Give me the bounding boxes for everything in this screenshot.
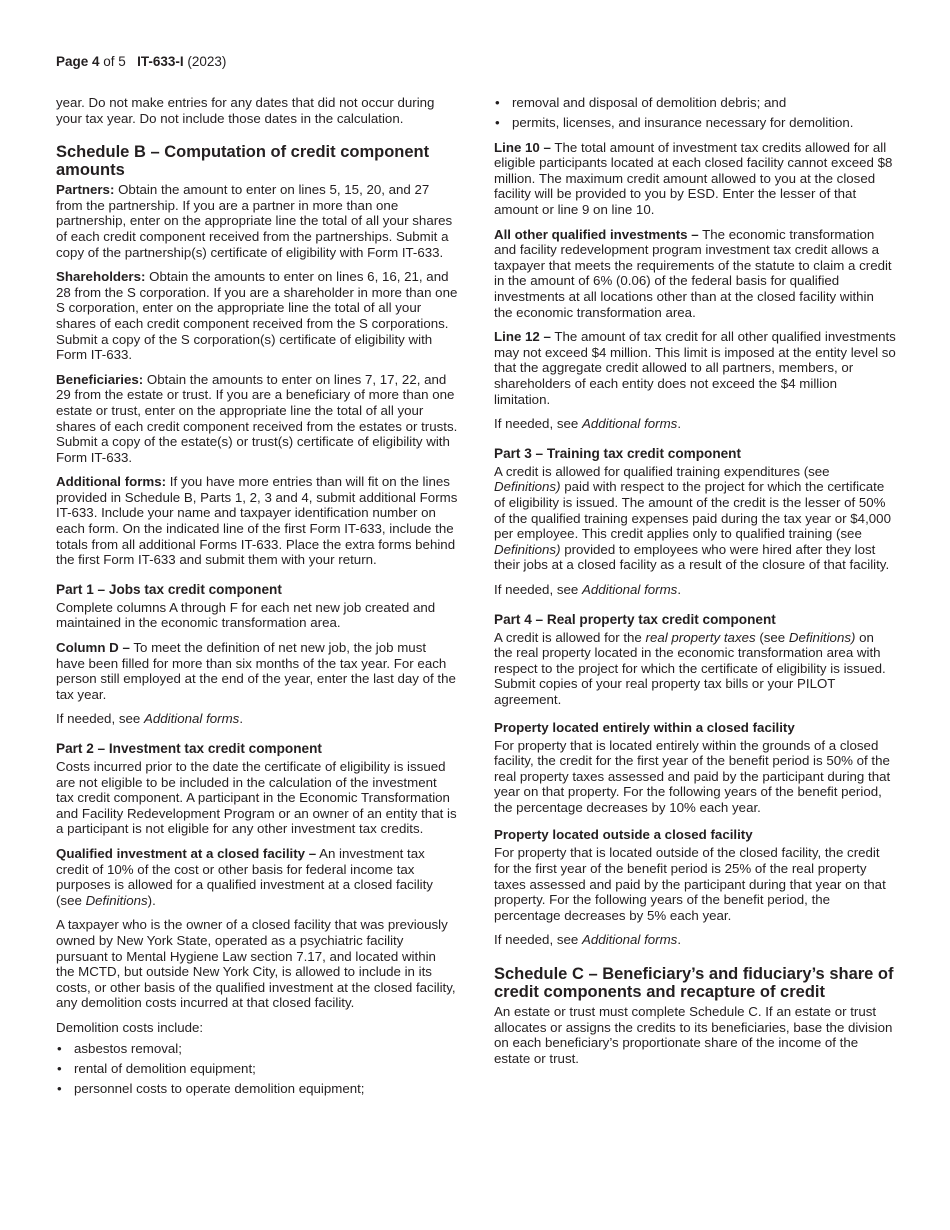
definitions-ref: Definitions) (494, 479, 561, 495)
list-item: • asbestos removal; (56, 1041, 458, 1057)
beneficiaries-label: Beneficiaries: (56, 371, 144, 387)
schedule-c-paragraph: An estate or trust must complete Schedule C. If an estate or trust allocates or assigns the credits to its beneficiaries, base the division on each beneficiary’s proportionate share of the income of the estate or trust. (494, 1004, 893, 1066)
page-number: Page 4 (56, 54, 100, 69)
part4-text: A credit is allowed for the (494, 629, 646, 645)
if-needed-note (494, 932, 896, 948)
outside-closed-facility-title: Property located outside a closed facility (494, 827, 753, 843)
line12-paragraph (494, 329, 896, 407)
intro-paragraph: year. Do not make entries for any dates that did not occur during your tax year. Do not include those dates in the calculation. (56, 95, 435, 126)
beneficiaries-text: Obtain the amounts to enter on lines 7, 17, 22, and 29 from the estate or trust. If you are a beneficiary of more than one estate or trust, enter on the appropriate line the total of all your shares of each credit component received from the estates or trusts. Submit a copy of the estate(s) or trust(s) certificate of eligibility with Form IT-633. (56, 371, 458, 465)
part3-title: Part 3 – Training tax credit component (494, 445, 742, 461)
additional-forms-ref: Additional forms (581, 932, 678, 948)
demolition-list-right (494, 95, 896, 131)
demolition-intro: Demolition costs include: (56, 1019, 204, 1035)
taxpayer-paragraph: A taxpayer who is the owner of a closed facility that was previously owned by New York State, operated as a psychiatric facility pursuant to Mental Hygiene Law section 7.17, and located within the MCTD, but outside New York City, is allowed to include in its costs, or other basis of the qualified investment at the closed facility, any demolition costs incurred at that closed facility. (56, 917, 456, 1011)
list-item: • rental of demolition equipment; (56, 1061, 458, 1077)
shareholders-text: Obtain the amounts to enter on lines 6, 16, 21, and 28 from the S corporation. If you are a shareholder in more than one S corporation, enter on the appropriate line the total of all your shares of each credit component received from the S corporations. Submit a copy of the S corporation(s) certificate of eligibility with Form IT-633. (56, 269, 458, 363)
note-prefix: If needed, see (494, 416, 582, 432)
definitions-ref: Definitions) (788, 629, 856, 645)
qualified-suffix: ). (147, 892, 156, 908)
definitions-ref: Definitions (85, 892, 148, 908)
shareholders-paragraph (56, 269, 458, 363)
outside-closed-facility-paragraph: For property that is located outside of the closed facility, the credit for the first year of the benefit period is 25% of the real property taxes assessed and paid by the participant during that year on that property. For the following years of the benefit period, the percentage decreases by 5% each year. (494, 845, 886, 923)
column-d-label: Column D – (56, 640, 130, 656)
additional-forms-ref: Additional forms (581, 581, 678, 597)
line10-paragraph (494, 140, 896, 218)
part4-text: (see (755, 629, 789, 645)
all-other-paragraph (494, 227, 896, 321)
line12-label: Line 12 – (494, 329, 551, 345)
within-closed-facility-title: Property located entirely within a closed facility (494, 719, 795, 735)
line10-text: The total amount of investment tax credits allowed for all eligible participants located at each closed facility cannot exceed $8 million. The maximum credit amount allowed to you at the closed facility will be provided to you by ESD. Enter the lesser of that amount or line 9 on line 10. (494, 139, 893, 218)
shareholders-label: Shareholders: (56, 269, 146, 285)
qualified-investment-label: Qualified investment at a closed facility – (56, 845, 317, 861)
left-column (56, 95, 458, 1101)
form-id: IT-633-I (137, 54, 184, 69)
demolition-list-left (56, 1041, 458, 1097)
form-year: (2023) (187, 54, 227, 69)
list-item: • permits, licenses, and insurance necessary for demolition. (494, 115, 896, 131)
part4-paragraph (494, 630, 896, 708)
additional-forms-paragraph (56, 474, 458, 568)
all-other-label: All other qualified investments – (494, 226, 699, 242)
qualified-investment-text: An investment tax credit of 10% of the cost or other basis for federal income tax purposes is allowed for a qualified investment at a closed facility (see (56, 845, 433, 908)
part1-paragraph: Complete columns A through F for each net new job created and maintained in the economic transformation area. (56, 599, 436, 631)
partners-label: Partners: (56, 182, 115, 198)
part3-text: provided to employees who were hired after they lost their jobs at a closed facility as a result of the closure of that facility. (494, 541, 890, 573)
schedule-c-title: Schedule C – Beneficiary’s and fiduciary’s share of credit components and recapture of credit (494, 965, 894, 1002)
line12-text: The amount of tax credit for all other qualified investments may not exceed $4 million. This limit is imposed at the entity level so that the aggregate credit allowed to all partners, members, or shareholders of each entity does not exceed the $4 million limitation. (494, 329, 896, 407)
part3-text: paid with respect to the project for which the certificate of eligibility is issued. The amount of the credit is the lesser of 50% of the qualified training expenses paid during the tax year or $4,000 per employee. This credit applies only to qualified training (see (494, 479, 891, 542)
additional-forms-ref: Additional forms (143, 711, 240, 727)
all-other-text: The economic transformation and facility redevelopment program investment tax credit allows a taxpayer that meets the requirements of the statute to claim a credit in the amount of 6% (0.06) of the federal basis for qualified investments at all locations other than at the closed facility within the economic transformation area. (494, 226, 892, 320)
column-d-text: To meet the definition of net new job, the job must have been filled for more than six months of the tax year. For each person still employed at the end of the year, enter the last day of the tax year. (56, 640, 456, 702)
line10-label: Line 10 – (494, 139, 551, 155)
partners-paragraph (56, 182, 458, 260)
note-prefix: If needed, see (494, 581, 582, 597)
real-property-taxes-ref: real property taxes (645, 629, 756, 645)
part4-title: Part 4 – Real property tax credit component (494, 611, 776, 627)
qualified-investment-paragraph (56, 846, 458, 908)
note-suffix: . (677, 581, 682, 597)
part2-paragraph: Costs incurred prior to the date the certificate of eligibility is issued are not eligible to be included in the calculation of the investment tax credit component. A participant in the Economic Transformation and Facility Redevelopment Program or an owner of an entity that is a participant is not eligible for any other investment tax credits. (56, 759, 457, 837)
part2-title: Part 2 – Investment tax credit component (56, 741, 322, 756)
definitions-ref: Definitions) (494, 541, 561, 557)
partners-text: Obtain the amount to enter on lines 5, 15, 20, and 27 from the partnership. If you are a partner in more than one partnership, enter on the appropriate line the total of all your shares of each credit component received from the partnerships. Submit a copy of the partnership(s) certificate of eligibility with Form IT-633. (56, 182, 453, 260)
list-item: • removal and disposal of demolition debris; and (494, 95, 896, 111)
schedule-b-title: Schedule B – Computation of credit component amounts (56, 143, 430, 180)
additional-forms-ref: Additional forms (581, 416, 678, 432)
list-item: • personnel costs to operate demolition equipment; (56, 1081, 458, 1097)
if-needed-note (56, 711, 458, 727)
if-needed-note (494, 582, 896, 598)
if-needed-note (494, 416, 896, 432)
additional-forms-text: If you have more entries than will fit on the lines provided in Schedule B, Parts 1, 2, 3 and 4, submit additional Forms IT-633. Include your name and taxpayer identification number on each form. On the indicated line of the first Form IT-633, include the totals from all additional Forms IT-633. Place the extra forms behind the first Form IT-633 and submit them with your return. (56, 474, 458, 568)
note-suffix: . (677, 416, 682, 432)
column-d-paragraph (56, 640, 458, 702)
part3-paragraph (494, 464, 896, 573)
beneficiaries-paragraph (56, 372, 458, 466)
right-column (494, 95, 896, 1075)
part4-text: on the real property located in the economic transformation area with respect to the project for which the certificate of eligibility is issued. Submit copies of your real property tax bills or your PILOT agreement. (494, 629, 886, 707)
page-count: of 5 (103, 54, 126, 69)
note-suffix: . (239, 711, 244, 727)
page-header (56, 54, 226, 70)
note-prefix: If needed, see (56, 711, 144, 727)
additional-forms-label: Additional forms: (56, 474, 167, 490)
part3-text: A credit is allowed for qualified training expenditures (see (494, 463, 830, 479)
part1-title: Part 1 – Jobs tax credit component (56, 581, 282, 597)
note-suffix: . (677, 932, 682, 948)
note-prefix: If needed, see (494, 932, 582, 948)
within-closed-facility-paragraph: For property that is located entirely within the grounds of a closed facility, the credit for the first year of the benefit period is 50% of the real property taxes assessed and paid by the participant during that year on that property. For the following years of the benefit period, the percentage decreases by 10% each year. (494, 737, 891, 815)
